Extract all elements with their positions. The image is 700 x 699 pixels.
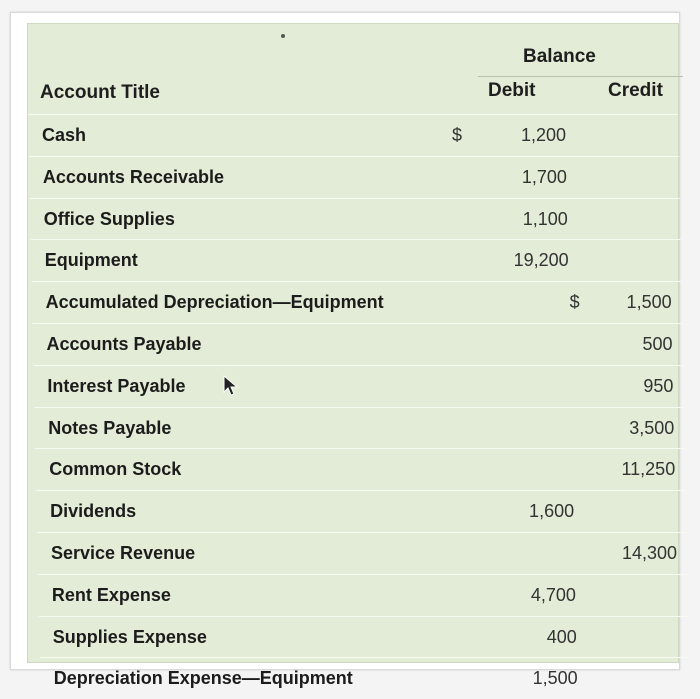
table-row xyxy=(32,281,682,323)
debit-amount: 1,700 xyxy=(521,166,567,187)
debit-currency-sign: $ xyxy=(452,125,463,145)
table-row xyxy=(29,156,679,198)
account-name: Accounts Receivable xyxy=(42,166,224,187)
credit-amount: 1,500 xyxy=(626,292,672,313)
account-name: Rent Expense xyxy=(51,584,171,605)
account-name: Dividends xyxy=(50,501,137,522)
table-row xyxy=(30,198,680,240)
table-row xyxy=(31,239,681,281)
credit-amount: 3,500 xyxy=(629,417,675,438)
credit-amount: 14,300 xyxy=(621,542,677,563)
table-row xyxy=(40,657,690,699)
table-row xyxy=(39,616,689,658)
account-name: Accounts Payable xyxy=(46,333,202,354)
account-name: Cash xyxy=(42,125,87,145)
account-name: Notes Payable xyxy=(48,417,172,438)
credit-header: Credit xyxy=(608,80,663,101)
credit-currency-sign: $ xyxy=(569,292,580,313)
debit-amount: 4,700 xyxy=(530,584,576,605)
table-row xyxy=(28,114,678,156)
credit-amount: 950 xyxy=(643,375,674,396)
debit-amount: 1,600 xyxy=(529,501,575,522)
marker-dot xyxy=(281,34,285,38)
table-row xyxy=(33,365,683,407)
account-name: Service Revenue xyxy=(51,542,196,563)
table-row xyxy=(37,532,687,574)
account-name: Equipment xyxy=(44,250,138,271)
table-body xyxy=(28,114,678,699)
account-name: Supplies Expense xyxy=(52,626,207,647)
debit-amount: 400 xyxy=(546,626,577,647)
debit-header: Debit xyxy=(488,80,536,101)
credit-amount: 500 xyxy=(642,333,673,354)
account-title-header: Account Title xyxy=(40,82,160,103)
table-row xyxy=(38,574,688,616)
account-name: Accumulated Depreciation—Equipment xyxy=(45,292,384,313)
table-row xyxy=(35,448,685,490)
debit-amount: 1,500 xyxy=(532,668,578,689)
table-row xyxy=(34,407,684,449)
account-name: Interest Payable xyxy=(47,375,186,396)
credit-amount: 11,250 xyxy=(621,459,676,480)
balance-header: Balance xyxy=(523,46,596,67)
account-name: Depreciation Expense—Equipment xyxy=(53,668,353,689)
balance-header-rule xyxy=(478,76,683,77)
debit-amount: 1,200 xyxy=(520,125,566,145)
table-row xyxy=(33,323,683,365)
table-row xyxy=(36,490,686,532)
account-name: Office Supplies xyxy=(43,208,175,229)
debit-amount: 19,200 xyxy=(513,250,569,271)
document-page xyxy=(10,12,680,689)
mouse-pointer-icon xyxy=(222,374,240,396)
trial-balance-table xyxy=(27,23,679,689)
debit-amount: 1,100 xyxy=(522,208,568,229)
account-name: Common Stock xyxy=(49,459,182,480)
